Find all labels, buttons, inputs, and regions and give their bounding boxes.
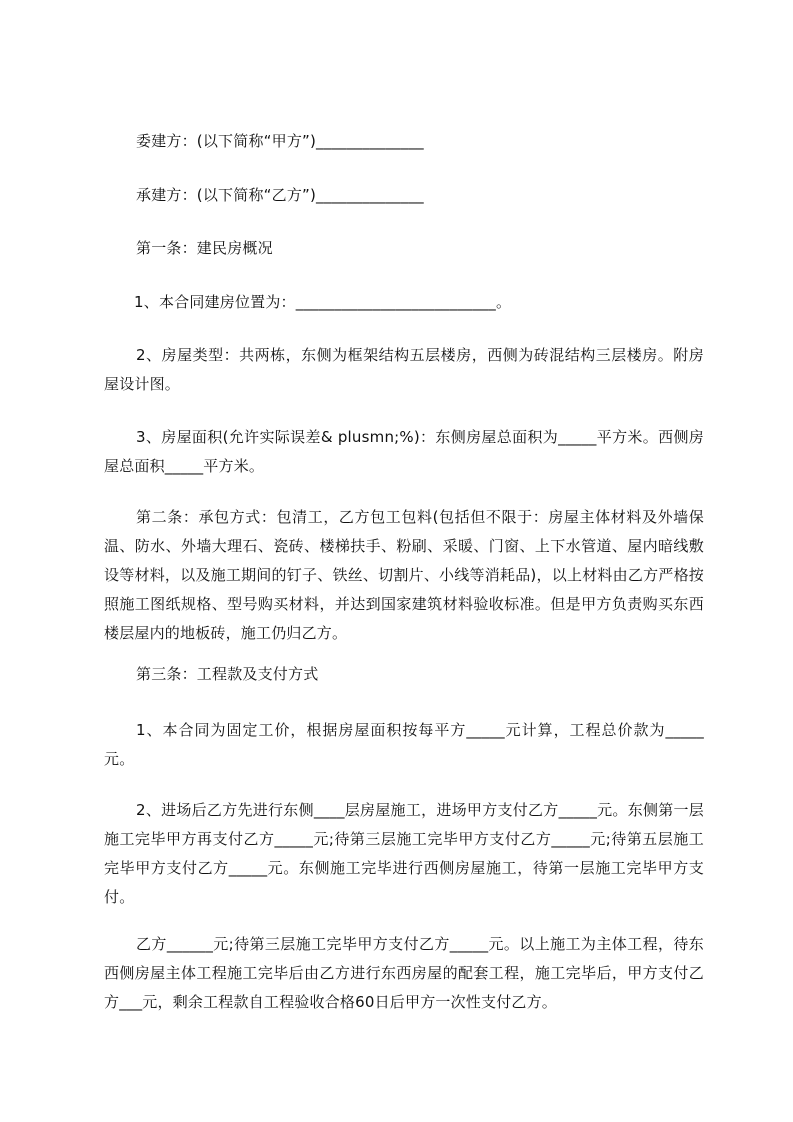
clause-payment-schedule: 2、进场后乙方先进行东侧____层房屋施工，进场甲方支付乙方_____元。东侧第一层施工完毕甲方再支付乙方_____元;待第三层施工完毕甲方支付乙方_____元;待第五层施工完毕甲方支付乙方_____元。东侧施工完毕进行西侧房屋施工，待第一层施工完毕甲方支付。 <box>104 801 704 906</box>
article-1-heading: 第一条：建民房概况 <box>136 239 273 257</box>
clause-house-type: 2、房屋类型：共两栋，东侧为框架结构五层楼房，西侧为砖混结构三层楼房。附房屋设计图。 <box>104 346 704 393</box>
article-3-heading: 第三条：工程款及支付方式 <box>136 665 319 683</box>
clause-fixed-price: 1、本合同为固定工价，根据房屋面积按每平方_____元计算，工程总价款为_____元。 <box>104 721 704 768</box>
article-2-contracting-mode: 第二条：承包方式：包清工，乙方包工包料(包括但不限于：房屋主体材料及外墙保温、防水、外墙大理石、瓷砖、楼梯扶手、粉刷、采暖、门窗、上下水管道、屋内暗线敷设等材料，以及施工期间的钉子、铁丝、切割片、小线等消耗品)，以上材料由乙方严格按照施工图纸规格、型号购买材料，并达到国家建筑材料验收标准。但是甲方负责购买东西楼层屋内的地板砖，施工仍归乙方。 <box>104 508 704 642</box>
party-a-line: 委建方：(以下简称“甲方”)______________ <box>136 132 424 150</box>
clause-payment-continued: 乙方______元;待第三层施工完毕甲方支付乙方_____元。以上施工为主体工程，待东西侧房屋主体工程施工完毕后由乙方进行东西房屋的配套工程，施工完毕后，甲方支付乙方___元，剩余工程款自工程验收合格60日后甲方一次性支付乙方。 <box>104 935 704 1011</box>
clause-location: 1、本合同建房位置为：__________________________。 <box>134 293 512 311</box>
party-b-line: 承建方：(以下简称“乙方”)______________ <box>136 186 424 204</box>
clause-area: 3、房屋面积(允许实际误差& plusmn;%)：东侧房屋总面积为_____平方米。西侧房屋总面积_____平方米。 <box>104 428 704 475</box>
